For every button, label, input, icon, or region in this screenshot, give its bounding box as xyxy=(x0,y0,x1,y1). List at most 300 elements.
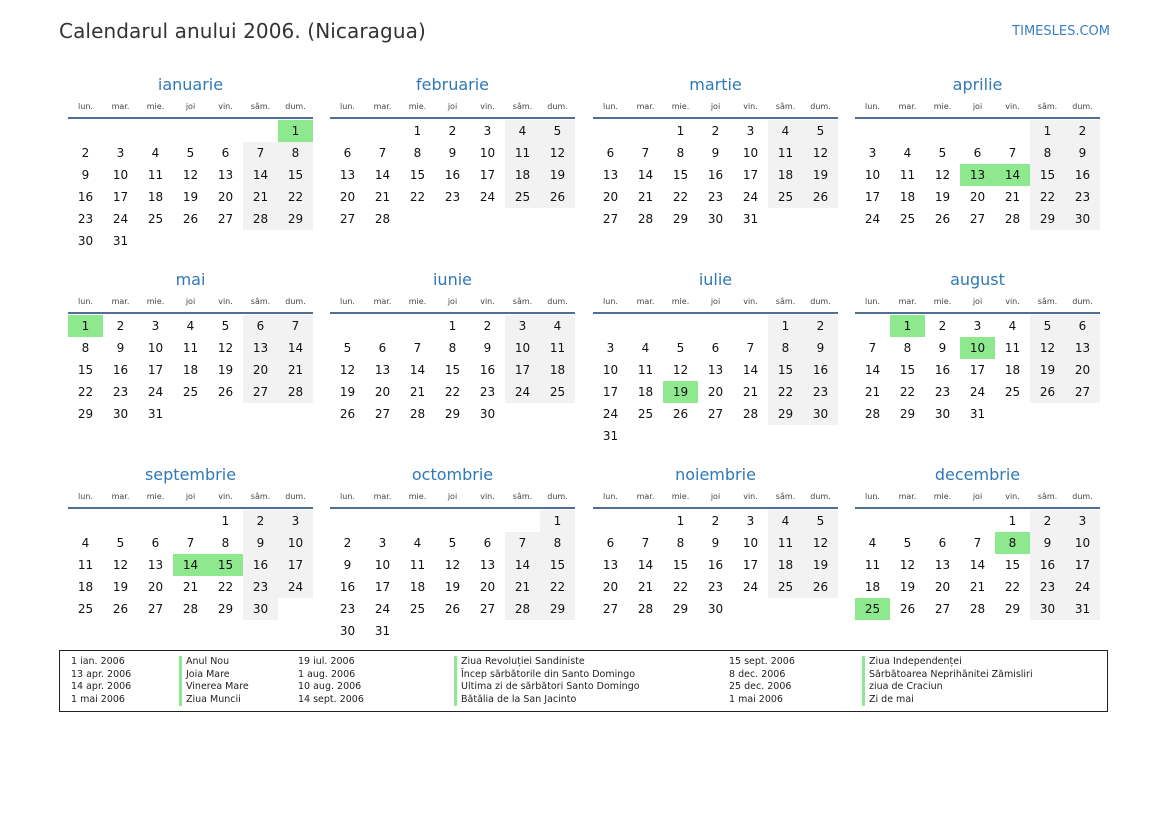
day-cell: 23 xyxy=(339,602,356,616)
legend-holiday: Bătălia de la San Jacinto xyxy=(461,693,577,705)
day-cell: 10 xyxy=(147,341,164,355)
day-cell: 5 xyxy=(221,319,230,333)
weekday-label: lun. xyxy=(78,297,93,306)
day-cell: 27 xyxy=(934,602,951,616)
day-cell: 3 xyxy=(278,510,313,532)
day-cell: 27 xyxy=(374,407,391,421)
day-cell: 27 xyxy=(707,407,724,421)
day-cell: 30 xyxy=(1065,208,1100,230)
weekday-label: sâm. xyxy=(1037,102,1058,111)
day-cell: 13 xyxy=(602,168,619,182)
holiday-day-cell: 14 xyxy=(995,164,1030,186)
day-cell: 15 xyxy=(899,363,916,377)
weekday-label: mie. xyxy=(671,102,690,111)
weekday-label: mie. xyxy=(933,492,952,501)
weekday-label: mie. xyxy=(671,492,690,501)
day-cell: 20 xyxy=(479,580,496,594)
day-cell: 21 xyxy=(637,190,654,204)
day-cell: 19 xyxy=(540,164,575,186)
day-cell: 23 xyxy=(479,385,496,399)
day-cell: 22 xyxy=(540,576,575,598)
weekday-label: lun. xyxy=(865,102,880,111)
day-cell: 10 xyxy=(864,168,881,182)
month-name: iulie xyxy=(698,270,733,289)
day-cell: 24 xyxy=(969,385,986,399)
day-cell: 30 xyxy=(803,403,838,425)
day-cell: 10 xyxy=(505,337,540,359)
weekday-label: dum. xyxy=(810,492,831,501)
holiday-day-cell: 19 xyxy=(663,381,698,403)
weekday-label: joi xyxy=(447,297,458,306)
day-cell: 3 xyxy=(483,124,492,138)
day-cell: 12 xyxy=(182,168,199,182)
day-cell: 28 xyxy=(637,602,654,616)
legend-holiday: Încep sărbătorile din Santo Domingo xyxy=(461,668,636,680)
day-cell: 6 xyxy=(243,315,278,337)
weekday-header xyxy=(855,491,1100,503)
day-cell: 21 xyxy=(505,576,540,598)
day-cell: 24 xyxy=(374,602,391,616)
day-cell: 10 xyxy=(374,558,391,572)
day-cell: 5 xyxy=(448,536,457,550)
day-cell: 19 xyxy=(803,554,838,576)
day-cell: 31 xyxy=(1065,598,1100,620)
day-cell: 24 xyxy=(602,407,619,421)
day-cell: 26 xyxy=(899,602,916,616)
header-rule xyxy=(68,117,313,119)
day-cell: 28 xyxy=(864,407,881,421)
day-cell: 30 xyxy=(934,407,951,421)
day-cell: 29 xyxy=(540,598,575,620)
weekday-label: mie. xyxy=(146,102,165,111)
day-cell: 14 xyxy=(374,168,391,182)
day-cell: 30 xyxy=(479,407,496,421)
day-cell: 25 xyxy=(147,212,164,226)
weekday-label: lun. xyxy=(865,297,880,306)
day-cell: 11 xyxy=(899,168,916,182)
day-cell: 20 xyxy=(217,190,234,204)
weekday-header xyxy=(855,101,1100,113)
day-cell: 19 xyxy=(339,385,356,399)
month-name: octombrie xyxy=(411,465,494,484)
day-cell: 7 xyxy=(1008,146,1017,160)
legend-holiday: Anul Nou xyxy=(186,656,230,667)
day-cell: 11 xyxy=(637,363,654,377)
day-cell: 12 xyxy=(1030,337,1065,359)
day-cell: 24 xyxy=(742,580,759,594)
day-cell: 24 xyxy=(864,212,881,226)
month-name: septembrie xyxy=(144,465,237,484)
weekday-label: vin. xyxy=(480,297,495,306)
holiday-day-cell: 15 xyxy=(208,554,243,576)
day-cell: 23 xyxy=(243,576,278,598)
month-name: aprilie xyxy=(952,75,1003,94)
day-cell: 31 xyxy=(147,407,164,421)
header-rule xyxy=(68,507,313,509)
legend-date: 15 sept. 2006 xyxy=(729,656,795,667)
weekday-label: joi xyxy=(185,297,196,306)
day-cell: 4 xyxy=(768,510,803,532)
day-cell: 19 xyxy=(934,190,951,204)
legend-date: 14 apr. 2006 xyxy=(71,681,132,693)
legend-date: 8 dec. 2006 xyxy=(729,668,786,680)
day-cell: 27 xyxy=(969,212,986,226)
header-rule xyxy=(855,507,1100,509)
day-cell: 18 xyxy=(899,190,916,204)
weekday-label: vin. xyxy=(1005,102,1020,111)
day-cell: 4 xyxy=(903,146,912,160)
day-cell: 24 xyxy=(1065,576,1100,598)
weekday-header xyxy=(593,296,838,308)
month-name: ianuarie xyxy=(157,75,224,94)
day-cell: 11 xyxy=(864,558,881,572)
legend-holiday: Sărbătoarea Neprihănitei Zămisliri xyxy=(869,668,1033,680)
day-cell: 17 xyxy=(969,363,986,377)
weekday-header xyxy=(68,491,313,503)
weekday-label: sâm. xyxy=(512,102,533,111)
day-cell: 24 xyxy=(742,190,759,204)
day-cell: 12 xyxy=(803,142,838,164)
day-cell: 18 xyxy=(637,385,654,399)
holiday-legend xyxy=(59,650,1108,712)
legend-dates-col-1 xyxy=(71,656,131,706)
day-cell: 7 xyxy=(641,146,650,160)
day-cell: 4 xyxy=(413,536,422,550)
day-cell: 8 xyxy=(81,341,90,355)
weekday-label: vin. xyxy=(480,102,495,111)
day-cell: 16 xyxy=(243,554,278,576)
day-cell: 28 xyxy=(278,381,313,403)
day-cell: 3 xyxy=(505,315,540,337)
weekday-label: joi xyxy=(710,102,721,111)
day-cell: 21 xyxy=(243,186,278,208)
weekday-header xyxy=(68,296,313,308)
day-cell: 10 xyxy=(742,146,759,160)
day-cell: 17 xyxy=(278,554,313,576)
day-cell: 31 xyxy=(112,234,129,248)
day-cell: 6 xyxy=(606,146,615,160)
day-cell: 6 xyxy=(343,146,352,160)
day-cell: 29 xyxy=(217,602,234,616)
day-cell: 22 xyxy=(217,580,234,594)
month-august xyxy=(855,270,1100,425)
day-cell: 8 xyxy=(448,341,457,355)
day-cell: 28 xyxy=(505,598,540,620)
day-cell: 19 xyxy=(1030,359,1065,381)
day-cell: 6 xyxy=(711,341,720,355)
day-cell: 17 xyxy=(742,558,759,572)
day-cell: 9 xyxy=(711,146,720,160)
day-cell: 23 xyxy=(803,381,838,403)
legend-date: 10 aug. 2006 xyxy=(298,681,362,693)
day-cell: 1 xyxy=(1008,514,1017,528)
day-cell: 4 xyxy=(505,120,540,142)
day-cell: 26 xyxy=(540,186,575,208)
weekday-label: dum. xyxy=(810,297,831,306)
day-cell: 18 xyxy=(768,164,803,186)
day-cell: 2 xyxy=(343,536,352,550)
day-cell: 8 xyxy=(221,536,230,550)
day-cell: 6 xyxy=(221,146,230,160)
day-cell: 11 xyxy=(768,142,803,164)
day-cell: 19 xyxy=(112,580,129,594)
header-rule xyxy=(68,312,313,314)
day-cell: 25 xyxy=(540,381,575,403)
day-cell: 9 xyxy=(81,168,90,182)
day-cell: 20 xyxy=(374,385,391,399)
day-cell: 15 xyxy=(1004,558,1021,572)
day-cell: 5 xyxy=(803,510,838,532)
day-cell: 26 xyxy=(803,576,838,598)
day-cell: 20 xyxy=(243,359,278,381)
day-cell: 31 xyxy=(742,212,759,226)
site-link[interactable]: TIMESLES.COM xyxy=(1012,24,1110,39)
day-cell: 4 xyxy=(641,341,650,355)
month-name: mai xyxy=(175,270,206,289)
day-cell: 23 xyxy=(112,385,129,399)
day-cell: 30 xyxy=(339,624,356,638)
day-cell: 12 xyxy=(112,558,129,572)
weekday-label: vin. xyxy=(1005,492,1020,501)
day-cell: 22 xyxy=(409,190,426,204)
day-cell: 21 xyxy=(969,580,986,594)
day-cell: 13 xyxy=(339,168,356,182)
header-rule xyxy=(330,507,575,509)
day-cell: 20 xyxy=(1065,359,1100,381)
header-rule xyxy=(330,117,575,119)
day-cell: 24 xyxy=(147,385,164,399)
day-grid xyxy=(855,120,1100,230)
weekday-label: joi xyxy=(972,102,983,111)
day-cell: 14 xyxy=(409,363,426,377)
day-cell: 20 xyxy=(602,190,619,204)
day-cell: 30 xyxy=(707,602,724,616)
day-grid xyxy=(330,120,575,230)
month-mai xyxy=(68,270,313,425)
weekday-header xyxy=(330,296,575,308)
day-cell: 7 xyxy=(243,142,278,164)
day-cell: 2 xyxy=(81,146,90,160)
day-cell: 19 xyxy=(182,190,199,204)
day-cell: 13 xyxy=(147,558,164,572)
weekday-label: sâm. xyxy=(250,297,271,306)
day-cell: 8 xyxy=(413,146,422,160)
day-cell: 9 xyxy=(483,341,492,355)
day-cell: 30 xyxy=(112,407,129,421)
weekday-header xyxy=(855,296,1100,308)
legend-holiday: Ziua Muncii xyxy=(186,693,241,705)
day-cell: 29 xyxy=(899,407,916,421)
day-cell: 8 xyxy=(278,142,313,164)
day-cell: 18 xyxy=(768,554,803,576)
day-cell: 6 xyxy=(483,536,492,550)
day-cell: 20 xyxy=(602,580,619,594)
day-cell: 8 xyxy=(1030,142,1065,164)
day-cell: 3 xyxy=(116,146,125,160)
day-cell: 19 xyxy=(899,580,916,594)
day-cell: 10 xyxy=(112,168,129,182)
day-cell: 11 xyxy=(1004,341,1021,355)
day-cell: 3 xyxy=(606,341,615,355)
day-cell: 16 xyxy=(803,359,838,381)
day-cell: 24 xyxy=(278,576,313,598)
day-cell: 13 xyxy=(374,363,391,377)
weekday-label: mar. xyxy=(898,492,917,501)
day-cell: 6 xyxy=(1065,315,1100,337)
weekday-label: vin. xyxy=(218,102,233,111)
day-cell: 15 xyxy=(1030,164,1065,186)
day-cell: 13 xyxy=(479,558,496,572)
day-cell: 15 xyxy=(672,558,689,572)
month-decembrie xyxy=(855,465,1100,620)
day-cell: 13 xyxy=(1065,337,1100,359)
day-cell: 26 xyxy=(1030,381,1065,403)
day-cell: 11 xyxy=(77,558,94,572)
day-cell: 19 xyxy=(217,363,234,377)
day-cell: 28 xyxy=(1004,212,1021,226)
weekday-label: lun. xyxy=(78,492,93,501)
day-grid xyxy=(855,315,1100,425)
day-cell: 21 xyxy=(864,385,881,399)
day-cell: 7 xyxy=(278,315,313,337)
day-cell: 1 xyxy=(448,319,457,333)
day-grid xyxy=(593,315,838,447)
day-grid xyxy=(68,120,313,252)
legend-date: 1 mai 2006 xyxy=(71,693,125,705)
month-ianuarie xyxy=(68,75,313,252)
day-cell: 3 xyxy=(378,536,387,550)
day-cell: 22 xyxy=(899,385,916,399)
day-cell: 1 xyxy=(540,510,575,532)
legend-names-col-1 xyxy=(179,656,249,706)
day-cell: 1 xyxy=(768,315,803,337)
day-cell: 3 xyxy=(746,514,755,528)
weekday-header xyxy=(330,491,575,503)
day-cell: 27 xyxy=(602,602,619,616)
day-cell: 13 xyxy=(217,168,234,182)
holiday-day-cell: 25 xyxy=(855,598,890,620)
weekday-label: vin. xyxy=(1005,297,1020,306)
day-cell: 26 xyxy=(672,407,689,421)
day-cell: 29 xyxy=(672,212,689,226)
day-cell: 5 xyxy=(903,536,912,550)
weekday-label: joi xyxy=(185,492,196,501)
day-cell: 5 xyxy=(803,120,838,142)
day-cell: 21 xyxy=(409,385,426,399)
weekday-label: sâm. xyxy=(1037,297,1058,306)
day-cell: 3 xyxy=(973,319,982,333)
legend-names-col-2 xyxy=(454,656,640,706)
day-cell: 15 xyxy=(444,363,461,377)
day-cell: 4 xyxy=(151,146,160,160)
day-grid xyxy=(593,510,838,620)
day-cell: 16 xyxy=(1030,554,1065,576)
day-cell: 31 xyxy=(374,624,391,638)
weekday-header xyxy=(593,491,838,503)
day-cell: 18 xyxy=(182,363,199,377)
day-cell: 21 xyxy=(182,580,199,594)
day-cell: 18 xyxy=(147,190,164,204)
weekday-label: sâm. xyxy=(775,297,796,306)
day-cell: 29 xyxy=(444,407,461,421)
day-cell: 17 xyxy=(505,359,540,381)
month-septembrie xyxy=(68,465,313,620)
legend-names-col-3 xyxy=(862,656,1033,706)
weekday-label: mie. xyxy=(146,297,165,306)
day-cell: 3 xyxy=(151,319,160,333)
holiday-day-cell: 13 xyxy=(960,164,995,186)
day-cell: 2 xyxy=(448,124,457,138)
day-cell: 9 xyxy=(243,532,278,554)
weekday-label: dum. xyxy=(285,492,306,501)
day-cell: 2 xyxy=(243,510,278,532)
day-cell: 15 xyxy=(540,554,575,576)
weekday-label: lun. xyxy=(340,297,355,306)
day-cell: 30 xyxy=(77,234,94,248)
day-cell: 20 xyxy=(934,580,951,594)
day-cell: 12 xyxy=(339,363,356,377)
month-octombrie xyxy=(330,465,575,642)
month-martie xyxy=(593,75,838,230)
day-cell: 23 xyxy=(1030,576,1065,598)
day-cell: 22 xyxy=(672,580,689,594)
weekday-label: joi xyxy=(447,102,458,111)
day-cell: 9 xyxy=(448,146,457,160)
day-cell: 16 xyxy=(934,363,951,377)
weekday-label: vin. xyxy=(218,492,233,501)
day-cell: 21 xyxy=(374,190,391,204)
day-cell: 19 xyxy=(803,164,838,186)
day-cell: 28 xyxy=(969,602,986,616)
day-cell: 8 xyxy=(540,532,575,554)
weekday-label: joi xyxy=(710,297,721,306)
day-cell: 14 xyxy=(637,558,654,572)
weekday-label: mar. xyxy=(898,102,917,111)
day-cell: 8 xyxy=(903,341,912,355)
day-cell: 8 xyxy=(676,536,685,550)
weekday-label: dum. xyxy=(1072,492,1093,501)
day-cell: 18 xyxy=(505,164,540,186)
day-cell: 2 xyxy=(938,319,947,333)
day-cell: 14 xyxy=(969,558,986,572)
day-cell: 9 xyxy=(803,337,838,359)
weekday-header xyxy=(593,101,838,113)
day-cell: 16 xyxy=(707,558,724,572)
weekday-label: sâm. xyxy=(775,102,796,111)
day-cell: 1 xyxy=(221,514,230,528)
day-cell: 10 xyxy=(479,146,496,160)
day-cell: 1 xyxy=(1030,120,1065,142)
day-cell: 30 xyxy=(1030,598,1065,620)
weekday-label: joi xyxy=(972,492,983,501)
weekday-label: mie. xyxy=(671,297,690,306)
weekday-label: mar. xyxy=(373,102,392,111)
day-cell: 18 xyxy=(1004,363,1021,377)
day-cell: 9 xyxy=(711,536,720,550)
day-cell: 10 xyxy=(742,536,759,550)
header-rule xyxy=(593,312,838,314)
day-cell: 10 xyxy=(278,532,313,554)
day-cell: 7 xyxy=(413,341,422,355)
day-cell: 14 xyxy=(742,363,759,377)
day-grid xyxy=(593,120,838,230)
header-rule xyxy=(855,117,1100,119)
legend-dates-col-3 xyxy=(729,656,795,706)
day-cell: 22 xyxy=(768,381,803,403)
day-cell: 14 xyxy=(278,337,313,359)
day-cell: 27 xyxy=(602,212,619,226)
day-cell: 28 xyxy=(243,208,278,230)
